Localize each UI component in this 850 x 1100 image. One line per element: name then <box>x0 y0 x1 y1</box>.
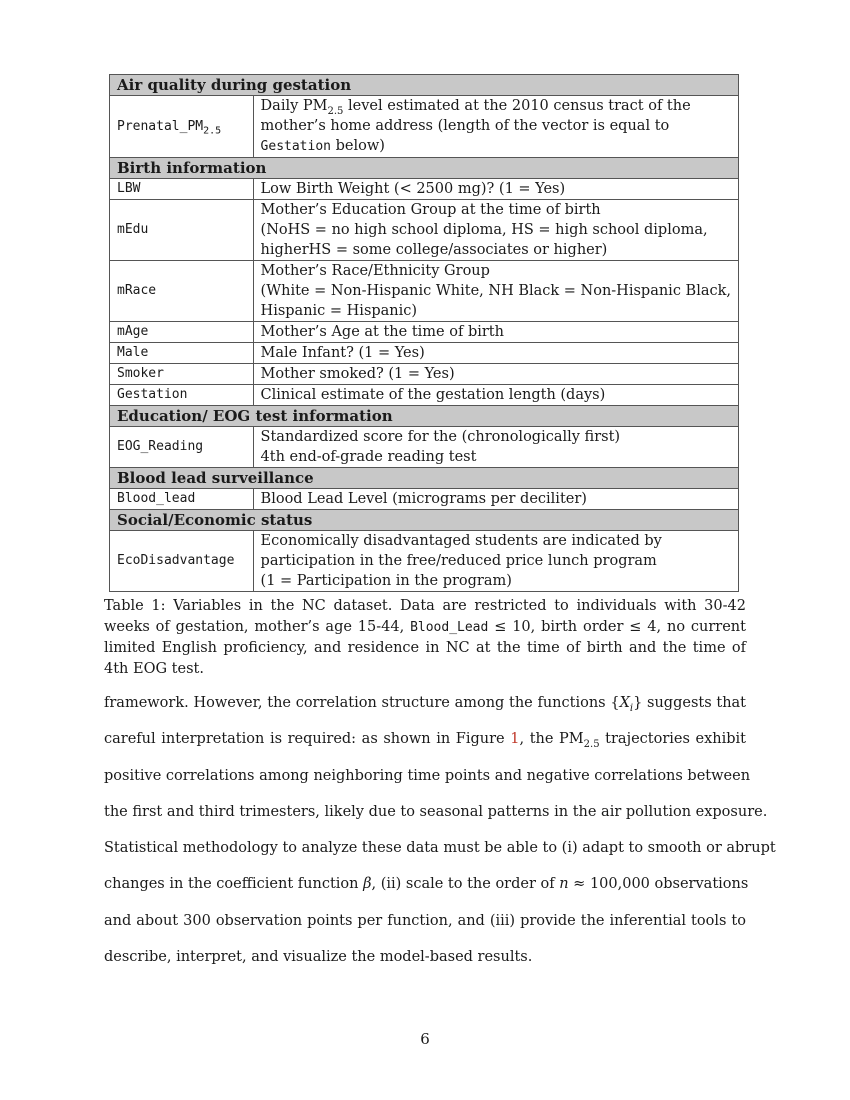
table-row-male <box>110 343 739 364</box>
variable-name: Smoker <box>110 364 254 385</box>
section-row-social <box>110 510 739 531</box>
variable-name: EOG_Reading <box>110 427 254 468</box>
variable-description: Clinical estimate of the gestation length (days) <box>253 385 738 406</box>
section-row-education <box>110 406 739 427</box>
table-row-eco-disadvantage <box>110 531 739 592</box>
figure-reference-link[interactable]: 1 <box>510 731 520 748</box>
variable-description: Mother’s Race/Ethnicity Group (White = Non-Hispanic White, NH Black = Non-Hispanic Black, Hispanic = Hispanic) <box>253 261 738 322</box>
variable-description: Standardized score for the (chronologically first) 4th end-of-grade reading test <box>253 427 738 468</box>
table-row-mage <box>110 322 739 343</box>
variable-name: mAge <box>110 322 254 343</box>
page-number: 6 <box>420 1030 430 1048</box>
table-row-eog-reading <box>110 427 739 468</box>
body-line: positive correlations among neighboring time points and negative correlations between <box>104 767 751 784</box>
body-line: Statistical methodology to analyze these data must be able to (i) adapt to smooth or abrupt <box>104 840 776 857</box>
body-line: and about 300 observation points per function, and (iii) provide the inferential tools to <box>104 912 746 929</box>
variable-description: Economically disadvantaged students are indicated by participation in the free/reduced price lunch program (1 = Participation in the program) <box>253 531 738 592</box>
variable-name: Male <box>110 343 254 364</box>
table-row-medu <box>110 200 739 261</box>
section-title-air-quality: Air quality during gestation <box>110 75 739 96</box>
variable-name: $Prenatal\_PM_{2.5}$ <box>110 96 254 158</box>
variable-description: Mother’s Age at the time of birth <box>253 322 738 343</box>
variable-name: Gestation <box>110 385 254 406</box>
section-row-birth <box>110 158 739 179</box>
variable-name: mRace <box>110 261 254 322</box>
table-row-smoker <box>110 364 739 385</box>
variable-description: Mother smoked? (1 = Yes) <box>253 364 738 385</box>
body-paragraph <box>104 685 776 975</box>
variable-name: EcoDisadvantage <box>110 531 254 592</box>
variable-name: Blood_lead <box>110 489 254 510</box>
section-title-birth: Birth information <box>110 158 739 179</box>
body-line: careful interpretation is required: as shown in Figure 1, the $PM_{2.5}$ trajectories exhibit <box>104 731 746 751</box>
body-line: changes in the coefficient function β, (ii) scale to the order of n ≈ 100,000 observations <box>104 876 749 893</box>
table-row-gestation <box>110 385 739 406</box>
table-caption: Table 1: Variables in the NC dataset. Data are restricted to individuals with 30-42 weeks of gestation, mother’s age 15-44, Blood_Lead ≤ 10, birth order ≤ 4, no current limited English proficiency, and residence in NC at the time of birth and the time of 4th EOG test. <box>104 598 746 677</box>
variable-description: Low Birth Weight (< 2500 mg)? (1 = Yes) <box>253 179 738 200</box>
section-title-blood-lead: Blood lead surveillance <box>110 468 739 489</box>
table-row-mrace <box>110 261 739 322</box>
body-line: the first and third trimesters, likely due to seasonal patterns in the air pollution exposure. <box>104 803 768 820</box>
table-row-lbw <box>110 179 739 200</box>
section-title-education: Education/ EOG test information <box>110 406 739 427</box>
variable-description: Mother’s Education Group at the time of birth (NoHS = no high school diploma, HS = high school diploma, higherHS = some college/associates or higher) <box>253 200 738 261</box>
section-row-air-quality <box>110 75 739 96</box>
section-title-social: Social/Economic status <box>110 510 739 531</box>
variable-name: mEdu <box>110 200 254 261</box>
body-line: describe, interpret, and visualize the model-based results. <box>104 949 533 966</box>
body-line: framework. However, the correlation structure among the functions $\{X_i\}$ suggests that <box>104 695 747 714</box>
section-row-blood-lead <box>110 468 739 489</box>
variable-description: Daily $PM_{2.5}$ level estimated at the 2010 census tract of the mother’s home address (length of the vector is equal to Gestation below) <box>253 96 738 158</box>
table-row-blood-lead <box>110 489 739 510</box>
variable-name: LBW <box>110 179 254 200</box>
table-row-prenatal-pm <box>110 96 739 158</box>
variable-description: Male Infant? (1 = Yes) <box>253 343 738 364</box>
variables-table <box>109 74 739 592</box>
variable-description: Blood Lead Level (micrograms per deciliter) <box>253 489 738 510</box>
